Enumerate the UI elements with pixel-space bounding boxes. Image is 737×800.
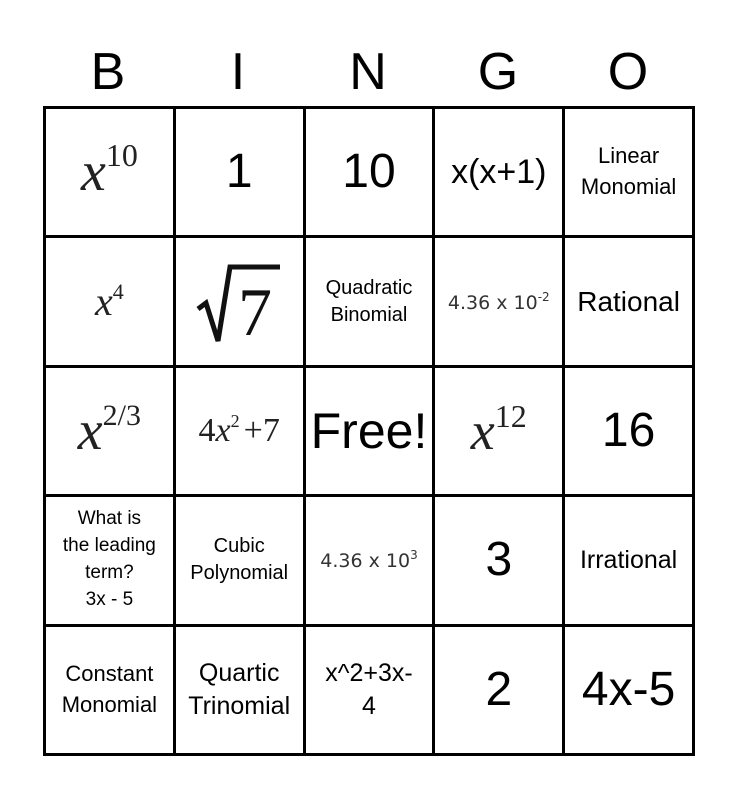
header-letter-o: O [607, 43, 649, 101]
bingo-cell-r4c2[interactable] [176, 497, 306, 626]
bingo-cell-r3c5[interactable] [565, 368, 695, 497]
cell-math-expression [80, 137, 138, 204]
sci-exponent: -2 [537, 289, 550, 304]
square-root-symbol [194, 257, 284, 347]
cell-text: 1 [225, 145, 253, 198]
bingo-cell-r5c2[interactable] [176, 627, 306, 756]
cell-line: Cubic [213, 535, 265, 558]
cell-line: Monomial [580, 174, 677, 200]
poly-constant: +7 [243, 412, 280, 450]
bingo-board [43, 106, 695, 756]
math-exponent: 10 [105, 137, 138, 174]
cell-text-block [63, 506, 156, 614]
math-exponent: 12 [494, 397, 527, 434]
cell-text: 3 [485, 533, 513, 587]
radicand-text: 7 [238, 273, 273, 347]
math-base: x [95, 279, 113, 325]
poly-exponent: 2 [230, 411, 240, 432]
cell-line: term? [85, 562, 134, 584]
math-exponent: 4 [112, 279, 124, 305]
bingo-cell-r2c4[interactable] [435, 238, 565, 367]
bingo-cell-r4c5[interactable] [565, 497, 695, 626]
bingo-cell-r4c4[interactable] [435, 497, 565, 626]
sci-exponent: 3 [410, 548, 418, 563]
bingo-cell-r1c3[interactable] [306, 109, 436, 238]
bingo-header [43, 38, 694, 106]
bingo-cell-r3c1[interactable] [46, 368, 176, 497]
cell-line: 3x - 5 [85, 589, 134, 611]
cell-line: the leading [62, 535, 156, 557]
header-letter-g: G [477, 43, 519, 101]
poly-coefficient: 4 [198, 412, 216, 450]
cell-text: 2 [485, 662, 513, 716]
header-letter-b: B [90, 43, 126, 101]
cell-line: 4 [362, 691, 376, 720]
cell-text-block [581, 141, 676, 203]
bingo-cell-r1c1[interactable] [46, 109, 176, 238]
header-letter-n: N [349, 43, 387, 101]
math-base: x [470, 400, 495, 461]
cell-text: 16 [601, 403, 656, 457]
cell-line: x^2+3x- [325, 659, 413, 688]
cell-line: Polynomial [190, 562, 289, 585]
math-exponent: 2/3 [102, 398, 141, 432]
cell-text-block [62, 659, 157, 721]
cell-line: What is [77, 508, 142, 530]
bingo-cell-r5c1[interactable] [46, 627, 176, 756]
bingo-cell-r2c3[interactable] [306, 238, 436, 367]
cell-text: Rational [577, 285, 680, 317]
cell-math-expression [78, 399, 141, 463]
bingo-cell-r5c3[interactable] [306, 627, 436, 756]
cell-text: 10 [342, 145, 396, 198]
cell-sci-notation [448, 290, 550, 314]
cell-line: Trinomial [188, 691, 291, 720]
free-space-text: Free! [310, 402, 428, 459]
cell-text: Irrational [579, 546, 678, 575]
cell-text-block [325, 657, 412, 722]
bingo-cell-r3c2[interactable] [176, 368, 306, 497]
bingo-cell-r5c5[interactable] [565, 627, 695, 756]
bingo-cell-r3c3-free[interactable] [306, 368, 436, 497]
math-base: x [77, 399, 103, 462]
sci-base: 4.36 x 10 [447, 291, 538, 314]
bingo-cell-r4c1[interactable] [46, 497, 176, 626]
cell-math-expression [470, 397, 527, 462]
cell-line: Constant [65, 660, 154, 686]
bingo-cell-r4c3[interactable] [306, 497, 436, 626]
bingo-cell-r2c5[interactable] [565, 238, 695, 367]
bingo-cell-r5c4[interactable] [435, 627, 565, 756]
bingo-cell-r1c5[interactable] [565, 109, 695, 238]
cell-text-block [326, 275, 413, 329]
cell-sci-notation [320, 548, 417, 572]
cell-line: Binomial [330, 303, 408, 326]
cell-line: Monomial [61, 691, 158, 717]
math-base: x [80, 141, 106, 204]
header-letter-i: I [230, 43, 246, 101]
cell-math-expression [95, 278, 124, 325]
bingo-cell-r2c2[interactable] [176, 238, 306, 367]
cell-line: Linear [598, 143, 660, 169]
cell-text: 4x-5 [581, 662, 676, 716]
cell-text: x(x+1) [451, 152, 547, 191]
bingo-cell-r3c4[interactable] [435, 368, 565, 497]
cell-text-block [190, 533, 288, 587]
sci-base: 4.36 x 10 [320, 550, 411, 573]
cell-text-block [188, 657, 290, 722]
cell-polynomial [199, 411, 280, 450]
bingo-cell-r1c4[interactable] [435, 109, 565, 238]
bingo-cell-r2c1[interactable] [46, 238, 176, 367]
bingo-cell-r1c2[interactable] [176, 109, 306, 238]
cell-line: Quadratic [325, 276, 413, 299]
cell-line: Quartic [198, 659, 280, 688]
poly-variable: x [215, 412, 231, 450]
